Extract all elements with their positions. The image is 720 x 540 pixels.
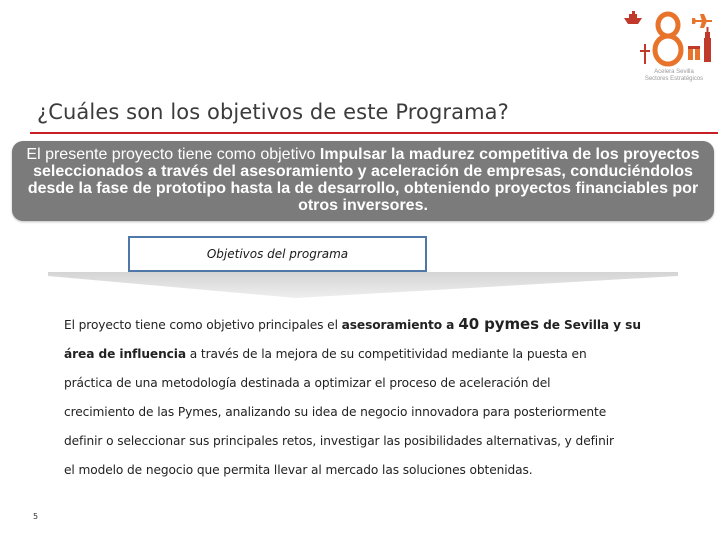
body-line-1 [64,310,664,340]
body-line-1-b: asesoramiento a [341,318,459,332]
boat-icon [624,11,642,24]
logo-caption-line1: Acelera Sevilla [654,69,694,75]
logo-graphic [622,8,716,70]
logo-caption [642,69,706,83]
body-line-2-a: área de influencia [64,347,186,361]
title-divider [30,132,718,134]
body-line-1-d: de Sevilla y su [538,318,641,332]
cross-icon [640,44,650,64]
body-line-1-c: 40 pymes [458,315,539,333]
body-line-6: el modelo de negocio que permita llevar al mercado las soluciones obtenidas. [64,463,533,477]
banner-text [24,146,702,214]
body-line-2 [64,340,664,369]
numeral-eight-mark [655,14,681,64]
gift-icon [688,46,700,60]
body-line-2-b: a través de la mejora de su competitividad mediante la puesta en [185,347,587,361]
acelera-sevilla-logo [622,8,716,84]
body-line-3: práctica de una metodología destinada a optimizar el proceso de aceleración del [64,376,551,390]
body-paragraph [64,310,664,485]
banner-emphasis: Impulsar la madurez competitiva de los proyectos seleccionados a través del asesoramiento y aceleración de empresas, conduciéndolos desde la fase de prototipo hasta la de desarrollo, obteniendo proyectos financiables por otros inversores. [27,146,700,214]
body-line-1-a: El proyecto tiene como objetivo principales el [64,318,342,332]
objective-banner [12,141,714,221]
giralda-tower-icon [704,27,711,62]
logo-caption-line2: Sectores Estratégicos [644,76,704,82]
chevron-down-shape [48,268,678,300]
objectives-label: Objetivos del programa [206,247,349,261]
body-line-4: crecimiento de las Pymes, analizando su idea de negocio innovadora para posteriormente [64,405,607,419]
banner-intro: El presente proyecto tiene como objetivo [26,146,320,163]
page-number: 5 [33,512,39,521]
slide-title: ¿Cuáles son los objetivos de este Programa? [37,100,509,124]
airplane-icon [692,14,712,28]
body-line-5: definir o seleccionar sus principales retos, investigar las posibilidades alternativas, y definir [64,434,614,448]
objectives-label-box [128,236,427,272]
